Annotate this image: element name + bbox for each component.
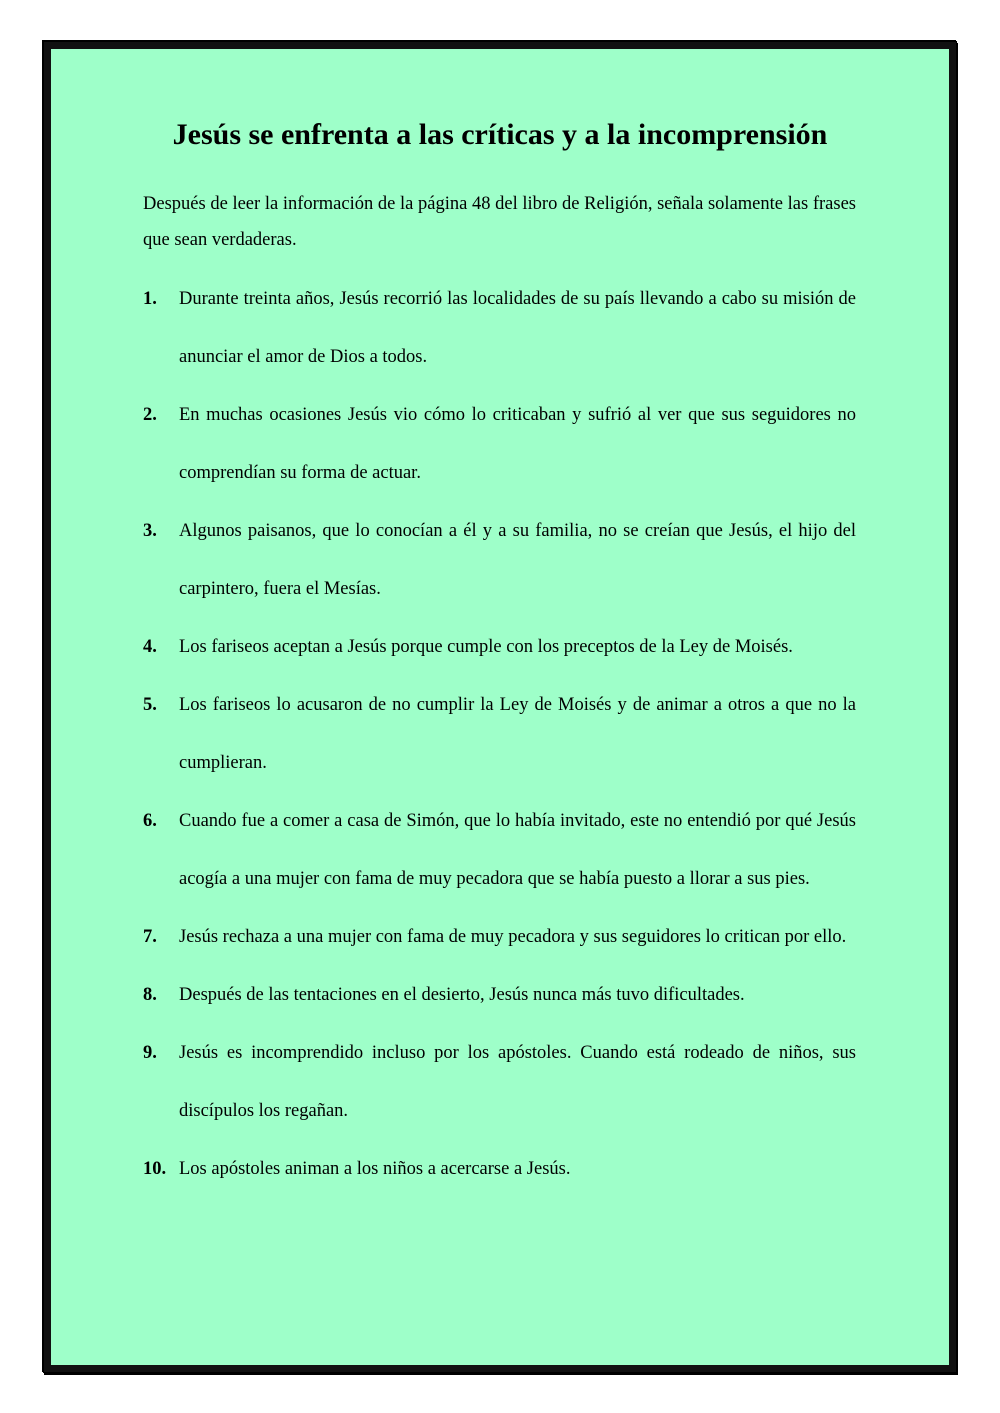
statement-text: Algunos paisanos, que lo conocían a él y a su familia, no se creían que Jesús, el hijo del carpintero, fuera el Mesías. (179, 521, 856, 599)
statement-item[interactable] (143, 618, 856, 676)
statement-number: 10. (143, 1159, 167, 1179)
statement-list (143, 270, 856, 1198)
statement-text: Después de las tentaciones en el desierto, Jesús nunca más tuvo dificultades. (179, 985, 745, 1005)
statement-text: Los fariseos lo acusaron de no cumplir la Ley de Moisés y de animar a otros a que no la cumplieran. (179, 695, 856, 773)
statement-item[interactable] (143, 676, 856, 792)
statement-item[interactable] (143, 502, 856, 618)
statement-number: 8. (143, 985, 157, 1005)
statement-number: 2. (143, 405, 157, 425)
statement-item[interactable] (143, 270, 856, 386)
statement-text: Cuando fue a comer a casa de Simón, que lo había invitado, este no entendió por qué Jesús acogía a una mujer con fama de muy pecadora que se había puesto a llorar a sus pies. (179, 811, 856, 889)
statement-text: Los fariseos aceptan a Jesús porque cumple con los preceptos de la Ley de Moisés. (179, 637, 793, 657)
statement-text: Jesús es incomprendido incluso por los apóstoles. Cuando está rodeado de niños, sus discípulos los regañan. (179, 1043, 856, 1121)
page-title: Jesús se enfrenta a las críticas y a la incomprensión (172, 118, 828, 151)
statement-item[interactable] (143, 908, 856, 966)
statement-number: 4. (143, 637, 157, 657)
statement-item[interactable] (143, 966, 856, 1024)
statement-number: 3. (143, 521, 157, 541)
statement-item[interactable] (143, 386, 856, 502)
statement-number: 9. (143, 1043, 157, 1063)
statement-text: Jesús rechaza a una mujer con fama de muy pecadora y sus seguidores lo critican por ello. (179, 927, 847, 947)
statement-number: 6. (143, 811, 157, 831)
statement-text: Los apóstoles animan a los niños a acercarse a Jesús. (179, 1159, 571, 1179)
statement-item[interactable] (143, 1140, 856, 1198)
statement-number: 7. (143, 927, 157, 947)
statement-text: Durante treinta años, Jesús recorrió las localidades de su país llevando a cabo su misión de anunciar el amor de Dios a todos. (179, 289, 856, 367)
statement-text: En muchas ocasiones Jesús vio cómo lo criticaban y sufrió al ver que sus seguidores no comprendían su forma de actuar. (179, 405, 856, 483)
statement-item[interactable] (143, 1024, 856, 1140)
statement-number: 5. (143, 695, 157, 715)
statement-item[interactable] (143, 792, 856, 908)
instructions-text: Después de leer la información de la página 48 del libro de Religión, señala solamente las frases que sean verdaderas. (143, 194, 856, 250)
statement-number: 1. (143, 289, 157, 309)
